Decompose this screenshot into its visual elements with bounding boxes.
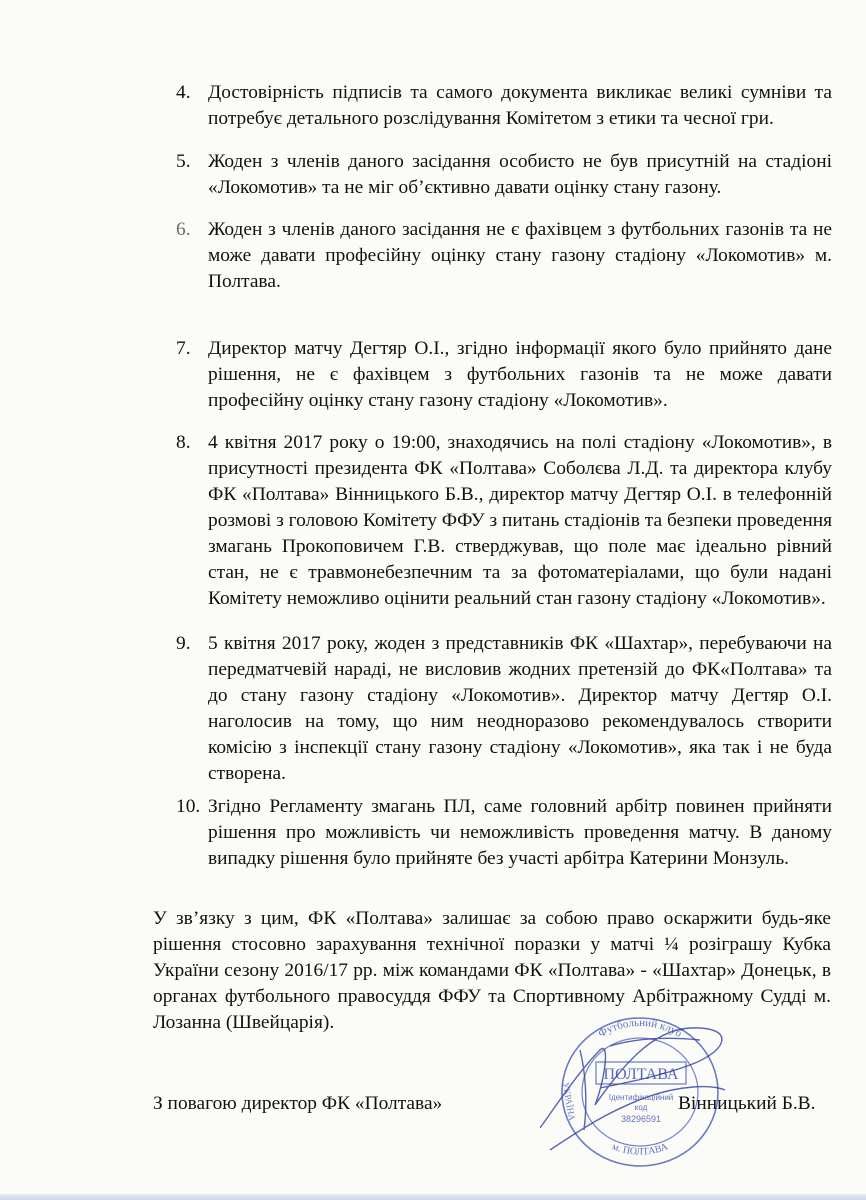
item-number: 4. (176, 82, 191, 103)
stamp-center-text: ПОЛТАВА (603, 1066, 679, 1083)
list-item-8 (176, 430, 832, 612)
list-item-4 (176, 80, 832, 132)
page-bottom-edge (0, 1194, 866, 1200)
item-number: 7. (176, 338, 191, 359)
item-number: 10. (176, 796, 201, 817)
list-item-6 (176, 217, 832, 295)
item-text: Достовірність підписів та самого документа викликає великі сумніви та потребує детального розслідування Комітетом з етики та чесної гри. (208, 82, 832, 129)
list-item-7 (176, 336, 832, 414)
closing-paragraph: У зв’язку з цим, ФК «Полтава» залишає за собою право оскаржити будь-яке рішення стосовно зарахування технічної поразки у матчі ¼ розіграшу Кубка України сезону 2016/17 рр. між командами ФК «Полтава» - «Шахтар» Донецьк, в органах футбольного правосуддя ФФУ та Спортивному Арбітражному Судді м. Лозанна (Швейцарія). (153, 908, 831, 1033)
signature-label: З повагою директор ФК «Полтава» (153, 1093, 443, 1114)
item-text: 5 квітня 2017 року, жоден з представників ФК «Шахтар», перебуваючи на передматчевій нараді, не висловив жодних претензій до ФК«Полтава» та до стану газону стадіону «Локомотив». Директор матчу Дегтяр О.І. наголосив на тому, що ним неодноразово рекомендувалось створити комісію з інспекції стану газону стадіону «Локомотив», яка так і не буда створена. (208, 633, 832, 784)
signatory-name: Вінницький Б.В. (678, 1093, 816, 1114)
item-number: 9. (176, 633, 191, 654)
item-text: Жоден з членів даного засідання особисто не був присутній на стадіоні «Локомотив» та не міг об’єктивно давати оцінку стану газону. (208, 151, 832, 198)
stamp-sub2: код (634, 1103, 648, 1112)
item-number: 6. (176, 219, 191, 240)
item-text: Директор матчу Дегтяр О.І., згідно інформації якого було прийнято дане рішення, не є фахівцем з футбольних газонів та не може давати професійну оцінку стану газону стадіону «Локомотив». (208, 338, 832, 411)
list-item-9 (176, 631, 832, 787)
stamp-ring-bottom: м. ПОЛТАВА (610, 1141, 670, 1158)
stamp-sub1: Ідентифікаційний (608, 1093, 674, 1102)
stamp-code: 38296591 (620, 1114, 662, 1124)
stamp-side-text: УКРАЇНА (560, 1081, 578, 1122)
item-number: 5. (176, 151, 191, 172)
item-number: 8. (176, 432, 191, 453)
item-text: 4 квітня 2017 року о 19:00, знаходячись на полі стадіону «Локомотив», в присутності президента ФК «Полтава» Соболєва Л.Д. та директора клубу ФК «Полтава» Вінницького Б.В., директор матчу Дегтяр О.І. в телефонній розмові з головою Комітету ФФУ з питань стадіонів та безпеки проведення змагань Прокоповичем Г.В. стверджував, що поле має ідеально рівний стан, не є травмонебезпечним та за фотоматеріалами, що були надані Комітету неможливо оцінити реальний стан газону стадіону «Локомотив». (208, 432, 833, 609)
item-text: Згідно Регламенту змагань ПЛ, саме головний арбітр повинен прийняти рішення про можливість чи неможливість проведення матчу. В даному випадку рішення було прийняте без участі арбітра Катерини Монзуль. (208, 796, 832, 869)
handwritten-signature (540, 1028, 725, 1150)
list-item-5 (176, 149, 832, 201)
list-item-10 (176, 794, 832, 872)
item-text: Жоден з членів даного засідання не є фахівцем з футбольних газонів та не може давати професійну оцінку стану газону стадіону «Локомотив» м. Полтава. (208, 219, 832, 292)
stamp-ring-top: Футбольний клуб (596, 1016, 684, 1040)
